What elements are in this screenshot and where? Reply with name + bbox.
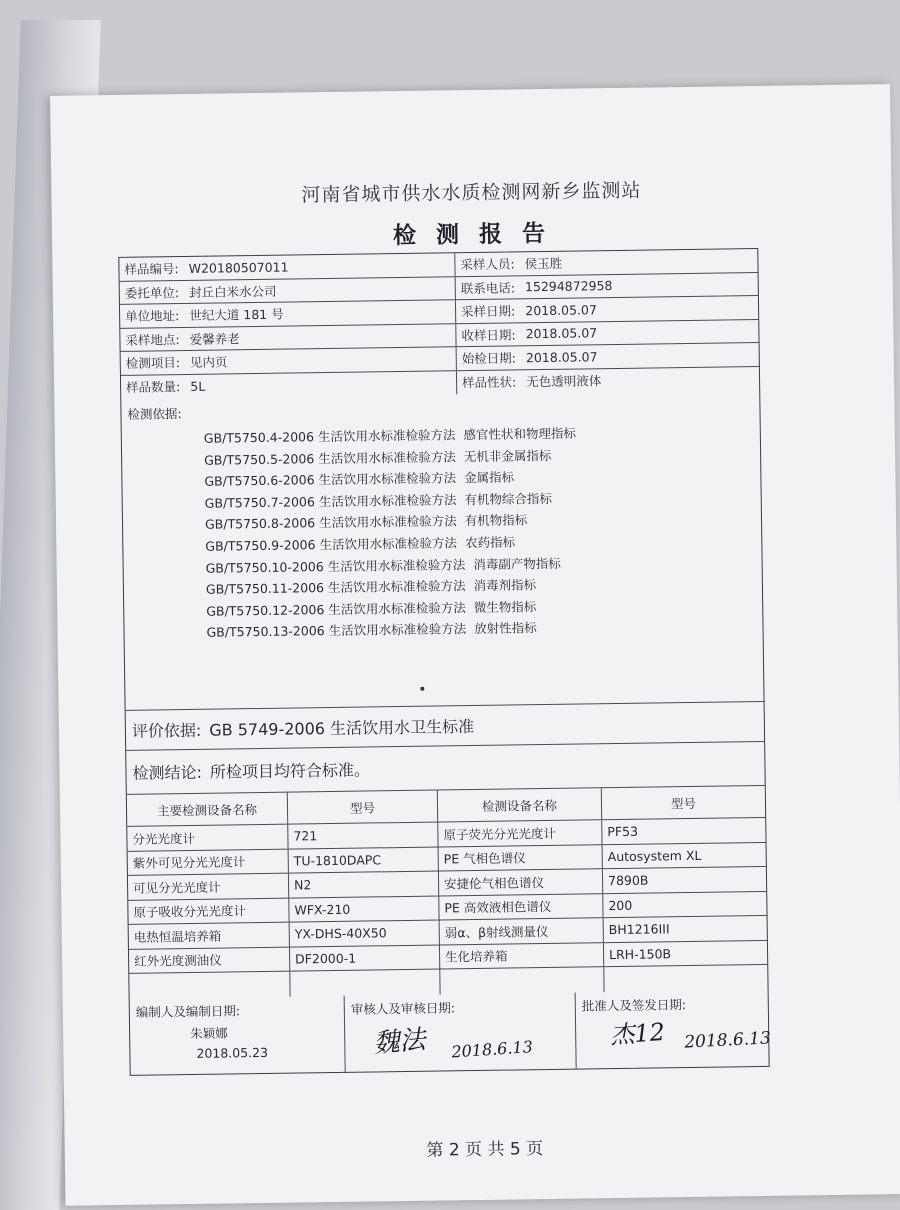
info-right-label: 始检日期:	[461, 350, 517, 367]
compiler-name: 朱颖娜	[190, 1024, 228, 1041]
info-left-value: 5L	[190, 378, 206, 394]
equipment-header-name-2: 检测设备名称	[438, 788, 602, 821]
standard-code: GB/T5750.9-2006	[205, 537, 316, 554]
approver-label: 批准人及签发日期:	[581, 996, 687, 1014]
reviewer-date: 2018.6.13	[450, 1036, 534, 1061]
standards-list	[204, 420, 757, 644]
standard-name: 生活饮用水标准检验方法	[318, 492, 457, 509]
info-right-value: 2018.05.07	[525, 302, 597, 318]
equipment-model-2: PF53	[607, 823, 639, 840]
equipment-model-2: LRH-150B	[608, 946, 672, 962]
equipment-name-2: 原子荧光分光光度计	[438, 820, 602, 846]
standard-code: GB/T5750.13-2006	[206, 623, 325, 641]
standard-item-type: 消毒剂指标	[473, 577, 537, 594]
info-right-cell	[456, 296, 758, 323]
equipment-name: 分光光度计	[127, 825, 288, 851]
equipment-name: 可见分光光度计	[128, 874, 289, 900]
equipment-model: 721	[288, 823, 438, 849]
equipment-name-2: PE 气相色谱仪	[439, 845, 603, 871]
approver-signature: 杰12	[609, 1017, 666, 1050]
info-left-cell	[120, 300, 456, 327]
info-left-value: W20180507011	[188, 259, 289, 276]
equipment-model-2: BH1216III	[608, 921, 670, 938]
standard-item-type: 有机物综合指标	[464, 490, 553, 507]
info-left-label: 委托单位:	[124, 284, 180, 301]
equipment-model-2	[604, 965, 767, 992]
standard-name: 生活饮用水标准检验方法	[327, 556, 466, 574]
report-title: 检 测 报 告	[392, 220, 552, 250]
info-right-value: 2018.05.07	[525, 325, 598, 342]
standard-code: GB/T5750.8-2006	[204, 515, 316, 533]
equipment-model-2: 7890B	[607, 872, 649, 889]
compiler-date: 2018.05.23	[196, 1044, 269, 1061]
info-left-cell	[121, 371, 457, 399]
standard-item-type: 农药指标	[464, 534, 516, 551]
info-left-label: 检测项目:	[125, 355, 181, 372]
standard-code: GB/T5750.7-2006	[204, 493, 316, 511]
standard-code: GB/T5750.11-2006	[205, 580, 325, 597]
standard-name: 生活饮用水标准检验方法	[328, 599, 466, 617]
info-right-label: 样品性状:	[461, 374, 517, 391]
equipment-name-2: 安捷伦气相色谱仪	[439, 869, 603, 895]
equipment-name: 电热恒温培养箱	[129, 923, 290, 949]
reviewer-label: 审核人及审核日期:	[350, 999, 456, 1017]
standard-name: 生活饮用水标准检验方法	[327, 578, 466, 596]
info-left-label: 样品数量:	[126, 379, 181, 396]
standard-item-type: 消毒副产物指标	[473, 555, 561, 572]
approver-cell	[576, 989, 772, 1068]
reviewer-cell	[345, 992, 577, 1071]
info-left-cell	[119, 253, 455, 280]
standard-name: 生活饮用水标准检验方法	[319, 535, 458, 553]
equipment-name-2: 生化培养箱	[440, 943, 604, 969]
standard-item-type: 感官性状和物理指标	[463, 425, 577, 443]
info-right-cell	[456, 319, 758, 346]
equipment-model-2: 200	[608, 897, 633, 913]
standard-item-type: 放射性指标	[474, 620, 537, 637]
equipment-header-name: 主要检测设备名称	[127, 793, 288, 826]
approver-date: 2018.6.13	[683, 1027, 772, 1053]
equipment-header-model: 型号	[288, 791, 438, 824]
equipment-model: TU-1810DAPC	[289, 847, 439, 873]
reviewer-signature: 魏法	[372, 1024, 427, 1059]
standard-item-type: 微生物指标	[473, 598, 537, 615]
info-left-value: 封丘白米水公司	[188, 283, 277, 300]
conclusion-value: 所检项目均符合标准。	[209, 760, 371, 782]
info-right-value: 2018.05.07	[525, 348, 598, 365]
standard-code: GB/T5750.6-2006	[204, 472, 315, 489]
info-left-cell	[120, 277, 456, 304]
testing-basis-label: 检测依据:	[127, 406, 182, 422]
standard-name: 生活饮用水标准检验方法	[317, 427, 456, 445]
compiler-cell	[130, 995, 346, 1074]
equipment-model: DF2000-1	[290, 945, 440, 971]
conclusion-label: 检测结论:	[132, 762, 203, 783]
equipment-name	[129, 972, 290, 999]
info-right-label: 收样日期:	[461, 327, 516, 343]
evaluation-value: GB 5749-2006 生活饮用水卫生标准	[209, 717, 475, 740]
info-right-value: 15294872958	[524, 278, 613, 295]
equipment-model: WFX-210	[289, 896, 439, 922]
equipment-name: 原子吸收分光光度计	[128, 898, 289, 924]
page-number: 第 2 页 共 5 页	[426, 1139, 544, 1161]
equipment-model: N2	[289, 872, 439, 898]
report-page	[50, 84, 900, 1206]
info-right-label: 采样日期:	[460, 303, 516, 320]
info-left-label: 单位地址:	[125, 308, 180, 325]
standard-name: 生活饮用水标准检验方法	[328, 621, 467, 639]
info-right-cell	[457, 366, 759, 394]
standard-code: GB/T5750.10-2006	[205, 558, 324, 576]
equipment-name: 紫外可见分光光度计	[128, 849, 289, 875]
organization-title: 河南省城市供水水质检测网新乡监测站	[301, 179, 642, 207]
standard-item-type: 无机非金属指标	[463, 447, 552, 464]
standard-item-type: 金属指标	[463, 469, 515, 486]
standard-code: GB/T5750.5-2006	[204, 450, 315, 468]
standard-name: 生活饮用水标准检验方法	[318, 448, 456, 466]
info-left-cell	[121, 347, 457, 374]
info-right-value: 侯玉胜	[524, 255, 563, 272]
equipment-model	[290, 970, 440, 997]
info-left-value: 爱馨养老	[189, 330, 240, 347]
info-right-cell	[455, 249, 757, 276]
info-right-label: 联系电话:	[460, 280, 516, 296]
evaluation-label: 评价依据:	[131, 720, 202, 741]
signature-row	[130, 989, 772, 1074]
info-left-label: 采样地点:	[125, 331, 180, 348]
info-left-value: 见内页	[189, 354, 228, 371]
standard-code: GB/T5750.4-2006	[203, 429, 315, 446]
equipment-name-2	[440, 967, 604, 994]
info-left-cell	[120, 324, 456, 351]
standard-code: GB/T5750.12-2006	[206, 601, 325, 619]
report-table	[118, 248, 772, 1075]
standard-name: 生活饮用水标准检验方法	[318, 470, 457, 488]
ink-dot	[420, 687, 424, 691]
info-right-cell	[457, 343, 759, 370]
standard-item-type: 有机物指标	[464, 512, 528, 529]
info-right-value: 无色透明液体	[526, 373, 602, 390]
equipment-name: 红外光度测油仪	[129, 947, 290, 973]
info-left-label: 样品编号:	[124, 261, 179, 278]
equipment-model: YX-DHS-40X50	[290, 921, 440, 947]
compiler-label: 编制人及编制日期:	[135, 1002, 241, 1020]
equipment-model-2: Autosystem XL	[607, 847, 702, 864]
equipment-header-model-2: 型号	[670, 795, 697, 811]
info-right-label: 采样人员:	[460, 256, 515, 273]
equipment-name-2: PE 高效液相色谱仪	[439, 894, 603, 920]
standard-name: 生活饮用水标准检验方法	[319, 513, 457, 531]
equipment-name-2: 弱α、β射线测量仪	[440, 918, 604, 944]
testing-basis-section	[121, 390, 763, 711]
info-left-value: 世纪大道 181 号	[189, 306, 284, 324]
info-right-cell	[456, 273, 758, 300]
